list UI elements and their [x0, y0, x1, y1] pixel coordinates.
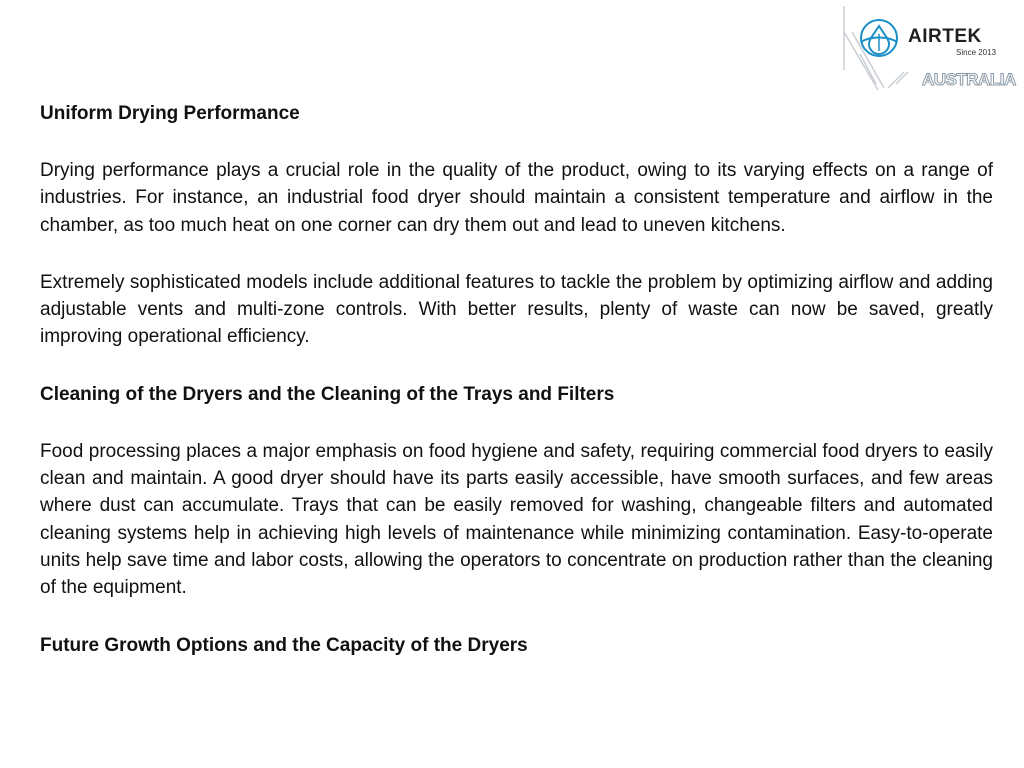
- paragraph: Extremely sophisticated models include additional features to tackle the problem by optimizing airflow and adding adjustable vents and multi-zone controls. With better results, plenty of waste can now be saved, greatly improving operational efficiency.: [40, 271, 993, 348]
- logo-brand-text: AIRTEK: [908, 26, 982, 47]
- section-heading-uniform-drying: Uniform Drying Performance: [40, 103, 300, 124]
- spacer: [40, 408, 993, 438]
- spacer: [40, 602, 993, 632]
- section-heading-cleaning: Cleaning of the Dryers and the Cleaning of the Trays and Filters: [40, 383, 615, 405]
- paragraph: Food processing places a major emphasis on food hygiene and safety, requiring commercial food dryers to easily clean and maintain. A good dryer should have its parts easily accessible, have smooth surfaces, and few areas where dust can accumulate. Trays that can be easily removed for washing, changeable filters and automated cleaning systems help in achieving high levels of maintenance while minimizing contamination. Easy-to-operate units help save time and labor costs, allowing the operators to concentrate on production rather than the cleaning of the equipment.: [40, 440, 993, 599]
- paragraph: Drying performance plays a crucial role in the quality of the product, owing to its varying effects on a range of industries. For instance, an industrial food dryer should maintain a consistent temperature and airflow in the chamber, as too much heat on one corner can dry them out and lead to uneven kitchens.: [40, 160, 993, 236]
- logo-since-text: Since 2013: [956, 48, 997, 57]
- section-heading-future-growth: Future Growth Options and the Capacity of the Dryers: [40, 634, 528, 656]
- spacer: [40, 239, 993, 269]
- spacer: [40, 127, 993, 157]
- airtek-logo: [838, 4, 1024, 96]
- spacer: [40, 351, 993, 381]
- document-body: [40, 100, 993, 659]
- logo-country-text: AUSTRALIA: [922, 70, 1016, 89]
